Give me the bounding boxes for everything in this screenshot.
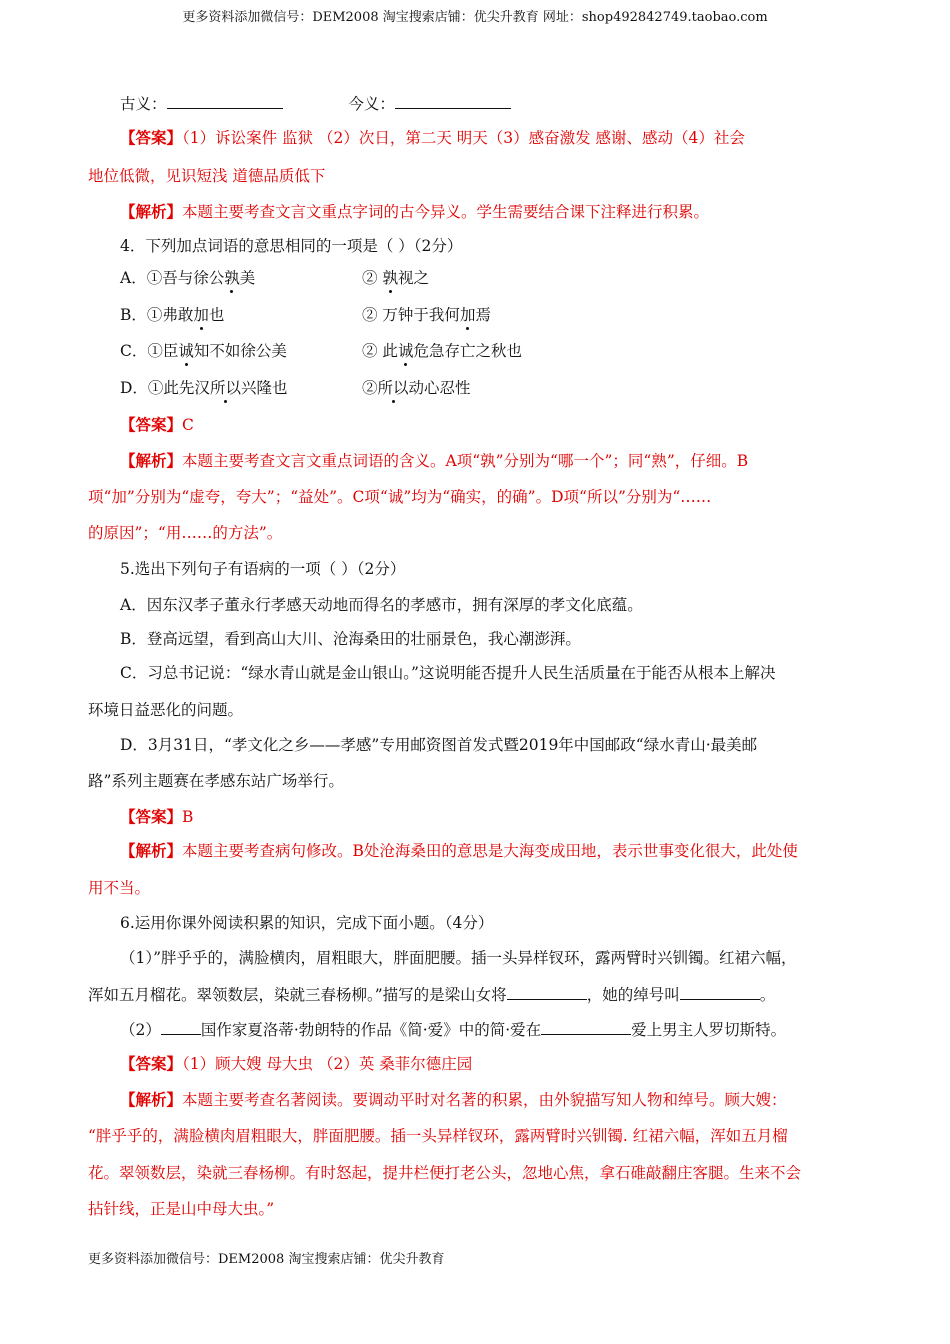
analysis-6-line2: “胖乎乎的，满脸横肉眉粗眼大，胖面肥腰。插一头异样钗环，露两臂时兴钏镯. 红裙六幅，浑如五月榴 (88, 1127, 788, 1145)
analysis-4-text1: 本题主要考查文言文重点词语的含义。A项“孰”分别为“哪一个”；同“熟”，仔细。B (182, 452, 749, 470)
analysis-4-line3: 的原因”；“用……的方法”。 (88, 524, 283, 542)
option-4b-left (120, 303, 224, 325)
text: 。 (759, 986, 776, 1004)
text: 焉 (475, 306, 491, 324)
text: A．①吾与徐公 (120, 269, 225, 287)
answer-3-line1 (120, 126, 745, 148)
option-5c-line1: C．习总书记说：“绿水青山就是金山银山。”这说明能否提升人民生活质量在于能否从根本上解决 (120, 664, 776, 682)
answer-5-text: B (182, 808, 194, 826)
option-4d-left (120, 376, 287, 398)
answer-3-line2: 地位低微，见识短浅 道德品质低下 (88, 167, 326, 185)
answer-tag: 【答案】 (120, 1054, 183, 1073)
answer-3-text1: （1）诉讼案件 监狱 （2）次日，第二天 明天（3）感奋激发 感谢、感动（4）社会 (182, 129, 745, 147)
analysis-tag: 【解析】 (120, 451, 183, 470)
analysis-tag: 【解析】 (120, 1090, 183, 1109)
analysis-3-text: 本题主要考查文言文重点字词的古今异义。学生需要结合课下注释进行积累。 (182, 203, 710, 221)
answer-4 (120, 413, 194, 435)
dotted-word: 诚 (397, 342, 414, 360)
nickname-blank-1 (507, 985, 587, 1000)
analysis-5-text1: 本题主要考查病句修改。B处沧海桑田的意思是大海变成田地，表示世事变化很大，此处使 (182, 842, 798, 860)
option-5b: B．登高远望，看到高山大川、沧海桑田的壮丽景色，我心潮澎湃。 (120, 630, 581, 648)
analysis-3 (120, 200, 709, 222)
dotted-word: 加 (193, 306, 209, 324)
answer-tag: 【答案】 (120, 807, 183, 826)
dotted-word: 孰 (224, 269, 240, 287)
answer-6-text: （1）顾大嫂 母大虫 （2）英 桑菲尔德庄园 (182, 1055, 473, 1073)
text: 美 (239, 269, 256, 287)
answer-6 (120, 1052, 472, 1074)
answer-5 (120, 805, 193, 827)
text: C．①臣 (120, 342, 179, 360)
option-4a-left (120, 266, 255, 288)
analysis-6-line1 (120, 1088, 787, 1110)
question-6-part1-line1: （1）”胖乎乎的，满脸横肉，眉粗眼大，胖面肥腰。插一头异样钗环，露两臂时兴钏镯。红裙六幅， (120, 949, 797, 967)
text: 浑如五月榴花。翠领数层，染就三春杨柳。”描写的是梁山女将 (88, 986, 507, 1004)
option-4c-left (120, 339, 287, 361)
option-4a-right (362, 266, 429, 288)
dotted-word: 诚 (178, 342, 194, 360)
option-5c-line2: 环境日益恶化的问题。 (88, 701, 244, 719)
option-5d-line2: 路”系列主题赛在孝感东站广场举行。 (88, 772, 344, 790)
text: 国作家夏洛蒂·勃朗特的作品《简·爱》中的简·爱在 (200, 1021, 542, 1039)
dotted-word: 所以 (377, 379, 409, 397)
text: 视之 (397, 269, 429, 287)
text: 动心忍性 (408, 379, 471, 397)
gu-yi-blank (167, 94, 283, 109)
analysis-6-text1: 本题主要考查名著阅读。要调动平时对名著的积累，由外貌描写知人物和绰号。顾大嫂： (182, 1091, 787, 1109)
answer-tag: 【答案】 (120, 415, 183, 434)
text: ② (362, 379, 378, 397)
text: 爱上男主人罗切斯特。 (631, 1021, 787, 1039)
question-6-part2 (120, 1018, 786, 1040)
analysis-6-line4: 拈针线，正是山中母大虫。” (88, 1200, 275, 1218)
dotted-word: 加 (459, 306, 476, 324)
answer-tag: 【答案】 (120, 128, 183, 147)
option-5d-line1: D．3月31日，“孝文化之乡——孝感”专用邮资图首发式暨2019年中国邮政“绿水青山·最美邮 (120, 736, 758, 754)
question-4: 4．下列加点词语的意思相同的一项是（ ）（2分） (120, 237, 463, 255)
analysis-5-line2: 用不当。 (88, 879, 151, 897)
analysis-tag: 【解析】 (120, 841, 183, 860)
analysis-4-line2: 项“加”分别为“虚夸，夸大”；“益处”。C项“诚”均为“确实，的确”。D项“所以”分别为“…… (88, 488, 712, 506)
text: （2） (120, 1021, 161, 1039)
option-4b-right (362, 303, 491, 325)
page-footer: 更多资料添加微信号：DEM2008 淘宝搜索店铺：优尖升教育 (88, 1252, 445, 1267)
question-6: 6.运用你课外阅读积累的知识，完成下面小题。（4分） (120, 914, 494, 932)
text: D．①此先汉 (120, 379, 210, 397)
analysis-5-line1 (120, 839, 798, 861)
answer-4-text: C (182, 416, 194, 434)
text: 也 (208, 306, 225, 324)
text: B．①弗敢 (120, 306, 194, 324)
gu-yi-line (120, 92, 511, 114)
question-5: 5.选出下列句子有语病的一项（ ）（2分） (120, 560, 406, 578)
nickname-blank-2 (680, 985, 760, 1000)
gu-yi-label: 古义： (120, 95, 167, 113)
country-blank (161, 1020, 201, 1035)
text: ，她的绰号叫 (586, 986, 680, 1004)
analysis-tag: 【解析】 (120, 202, 183, 221)
dotted-word: 孰 (382, 269, 398, 287)
text: ② (362, 269, 383, 287)
analysis-6-line3: 花。翠领数层，染就三春杨柳。有时怒起，提井栏便打老公头，忽地心焦，拿石碓敲翻庄客腿。生来不会 (88, 1164, 802, 1182)
dotted-word: 所以 (209, 379, 241, 397)
text: 危急存亡之秋也 (413, 342, 522, 360)
jin-yi-label: 今义： (348, 95, 395, 113)
text: 知不如徐公美 (193, 342, 287, 360)
option-4c-right (362, 339, 522, 361)
page-header: 更多资料添加微信号：DEM2008 淘宝搜索店铺：优尖升教育 网址：shop492842749.taobao.com (182, 10, 768, 25)
text: ② 此 (362, 342, 398, 360)
option-4d-right (362, 376, 471, 398)
option-5a: A．因东汉孝子董永行孝感天动地而得名的孝感市，拥有深厚的孝文化底蕴。 (120, 596, 643, 614)
text: 兴隆也 (240, 379, 288, 397)
jin-yi-blank (395, 94, 511, 109)
text: ② 万钟于我何 (362, 306, 460, 324)
place-blank (541, 1020, 631, 1035)
analysis-4-line1 (120, 449, 748, 471)
question-6-part1-line2 (88, 983, 775, 1005)
